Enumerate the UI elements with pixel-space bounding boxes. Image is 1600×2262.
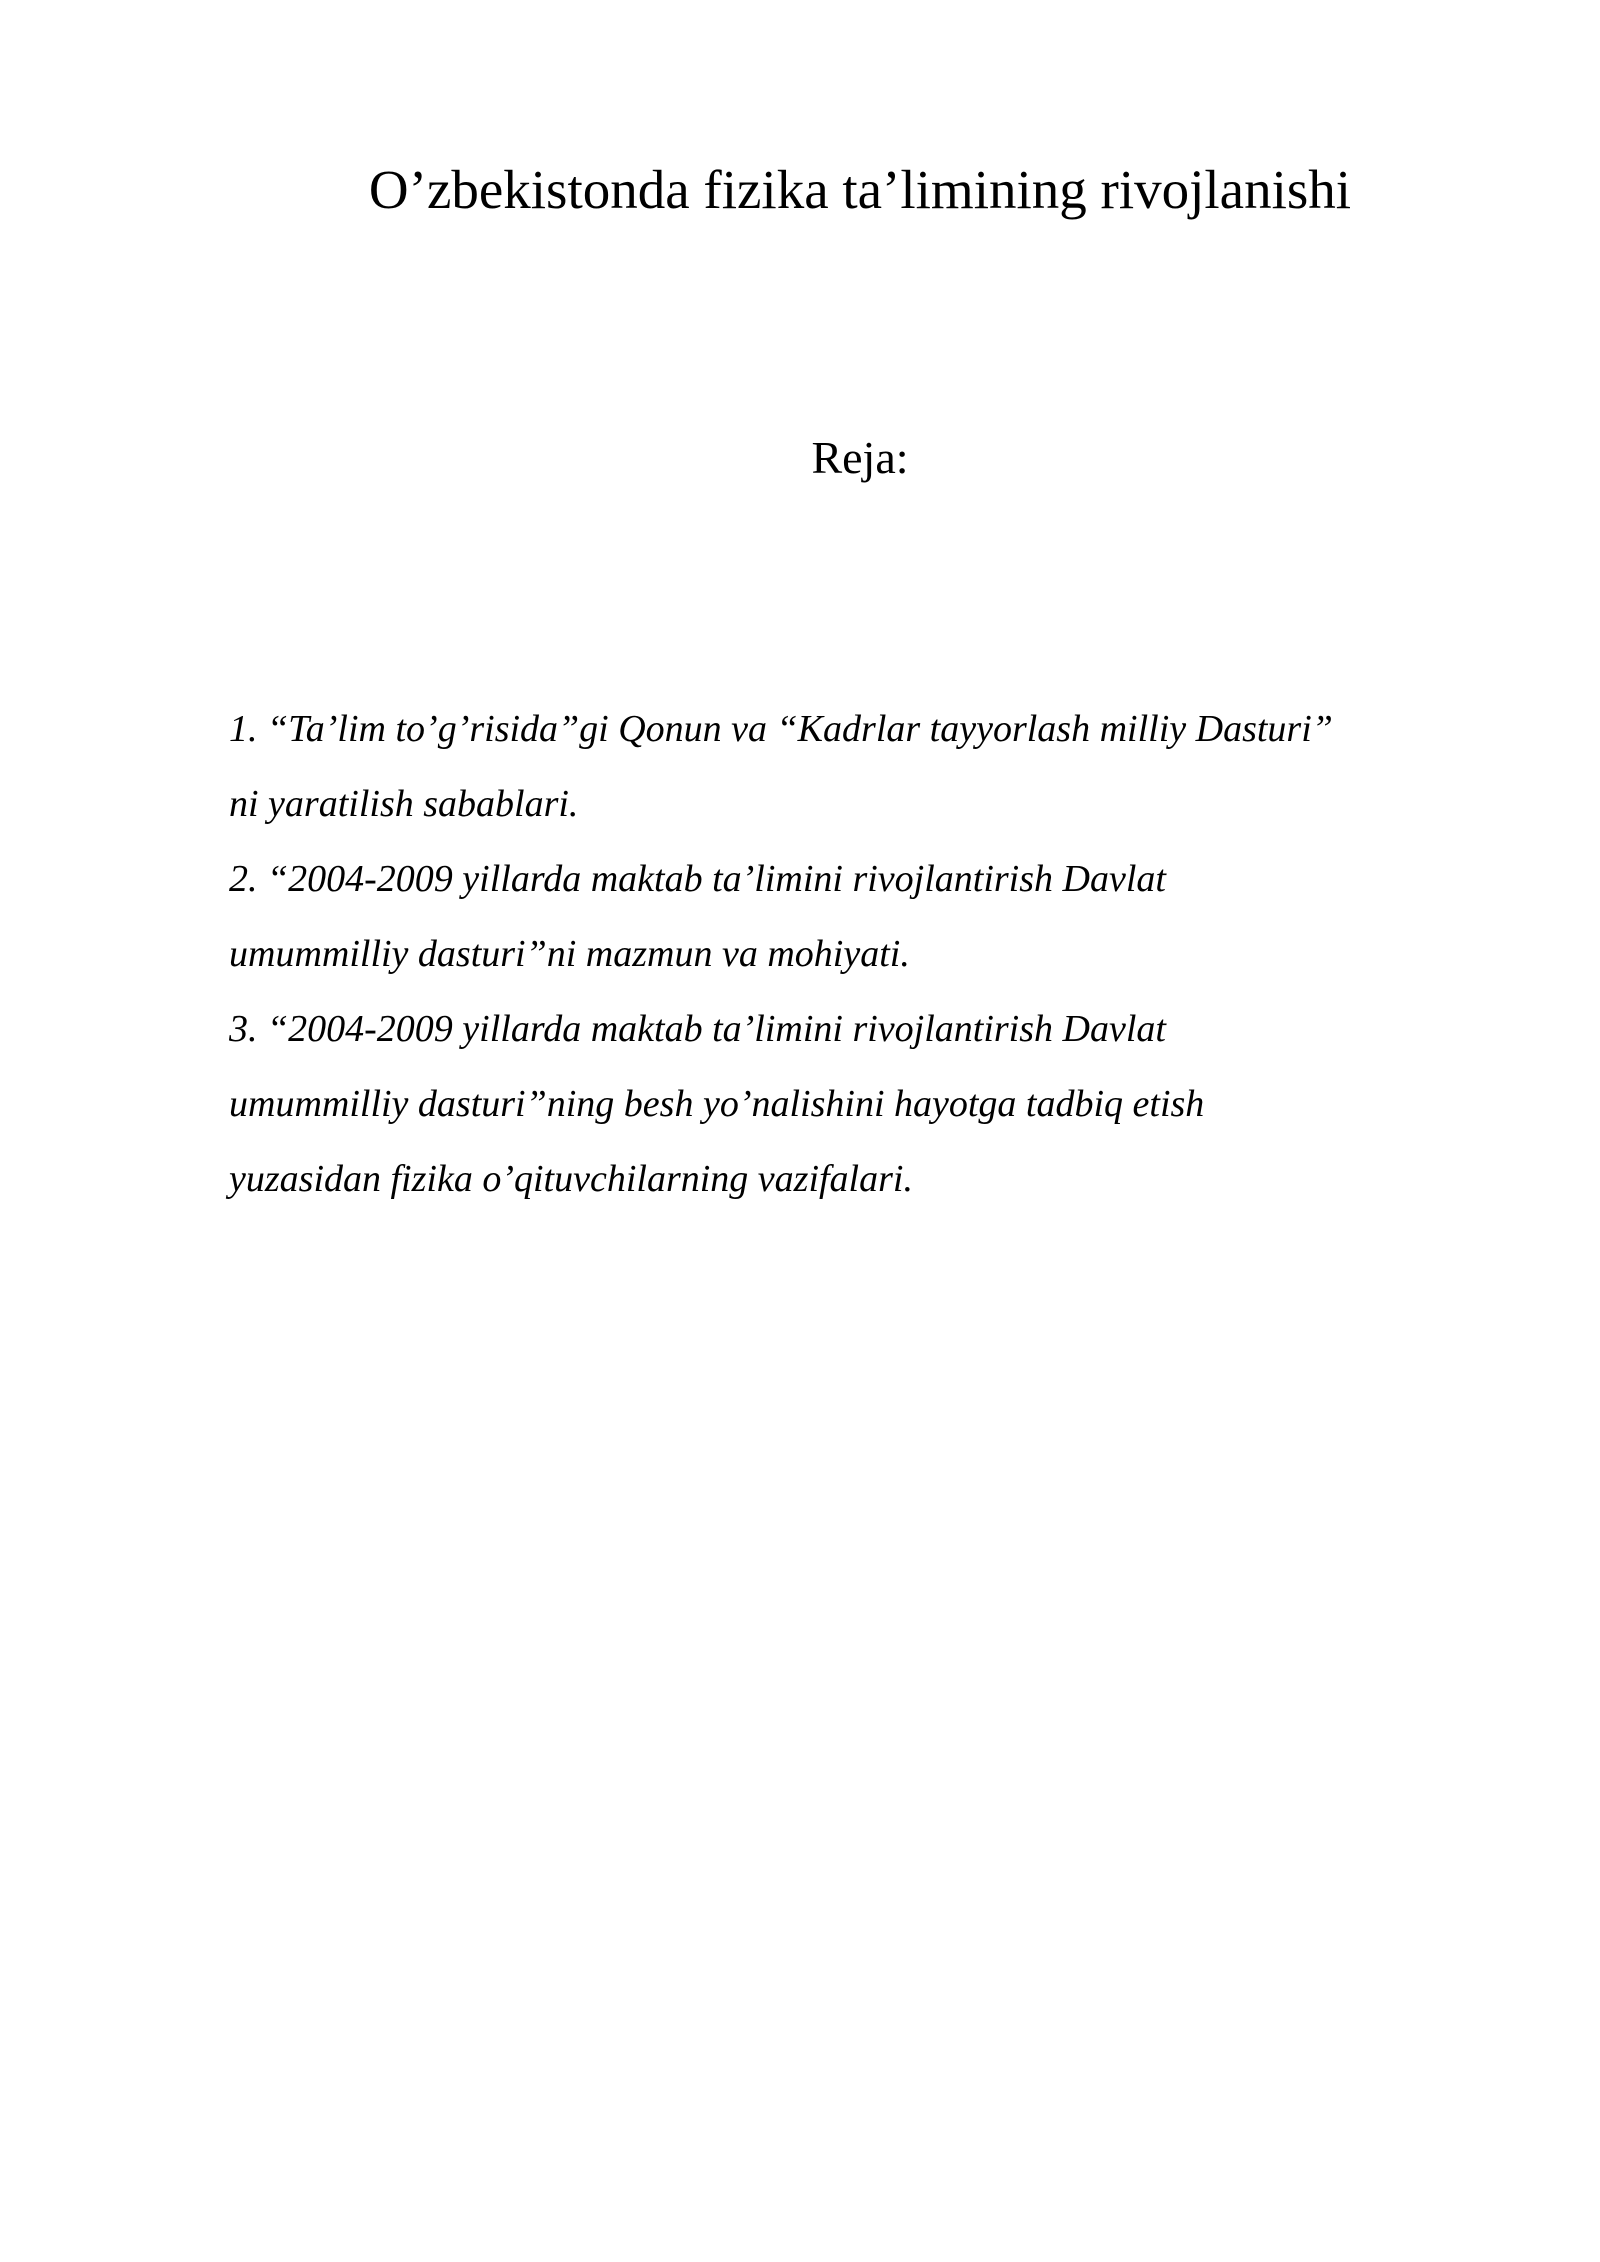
plan-item-1 [229, 692, 1529, 842]
plan-heading: Reja: [811, 432, 909, 483]
plan-item-line: ni yaratilish sabablari. [229, 783, 579, 825]
plan-item-line: umummilliy dasturi”ning besh yo’nalishini hayotga tadbiq etish [229, 1083, 1205, 1125]
plan-list [229, 692, 1529, 1217]
plan-item-line: 1. “Ta’lim to’g’risida”gi Qonun va “Kadrlar tayyorlash milliy Dasturi” [229, 708, 1333, 750]
document-title: O’zbekistonda fizika ta’limining rivojlanishi [368, 159, 1352, 220]
plan-item-line: 2. “2004-2009 yillarda maktab ta’limini rivojlantirish Davlat [229, 858, 1166, 900]
plan-item-3 [229, 992, 1529, 1217]
plan-item-line: umummilliy dasturi”ni mazmun va mohiyati. [229, 933, 910, 975]
plan-item-line: 3. “2004-2009 yillarda maktab ta’limini rivojlantirish Davlat [229, 1008, 1166, 1050]
plan-item-2 [229, 842, 1529, 992]
plan-item-line: yuzasidan fizika o’qituvchilarning vazifalari. [229, 1158, 913, 1200]
